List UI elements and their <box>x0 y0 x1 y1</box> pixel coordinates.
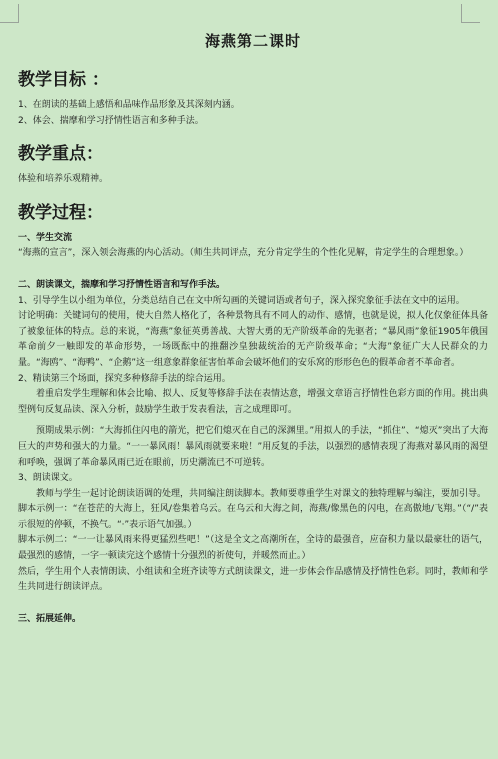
process-heading: 教学过程： <box>18 202 103 223</box>
document-body <box>18 30 488 627</box>
section-2-para-6: 3、朗读课文。 <box>18 473 78 484</box>
goals-heading: 教学目标 ： <box>18 70 109 90</box>
section-2-para-8: 脚本示例一：“在苍茫的大海上，狂风/卷集着乌云。在乌云和大海之间，海燕/像黑色的闪电，在高傲地/飞翔。”（“/”表示很短的停顿，不换气。“·”表示语气加强。） <box>18 504 488 530</box>
section-2-para-2: 讨论明确：关键词句的使用，使大自然人格化了，各种景物具有不同人的动作、感情，也就是说，拟人化仅象征体具备了被象征体的特点。总的来说，“海燕”象征英勇善战、大智大勇的无产阶级革命的先驱者；“暴风雨”象征1905年俄国革命前夕一触即发的革命形势，一场既酝中的推翻沙皇独裁统治的无产阶级革命；“大海”象征广大人民群众的力量。“海鸥”、“海鸭”、“企鹅”这一组意象群象征害怕革命会破坏他们的安乐窝的形形色色的假革命者不革命者。 <box>18 311 488 368</box>
section-3-title: 三、拓展延伸。 <box>18 613 82 624</box>
section-2-para-9: 脚本示例二：“一一让暴风雨来得更猛烈些吧！”（这是全文之高潮所在，全诗的最强音，应奋积力量以最豪壮的语气，最强烈的感情，一字一顿读完这个感情十分强烈的祈使句，并暖然而止。） <box>18 535 488 562</box>
section-2-para-1: 1、引导学生以小组为单位，分类总结自己在文中所勾画的关键词语或者句子，深入探究象征手法在文中的运用。 <box>18 295 465 306</box>
section-2-para-3: 2、精读第三个场面，探究多种修辞手法的综合运用。 <box>18 373 231 384</box>
section-2-title: 二、朗读课文，揣摩和学习抒情性语言和写作手法。 <box>18 279 226 290</box>
section-2-para-5: 预期成果示例：“大海抓住闪电的箭光，把它们熄灭在自己的深渊里。”用拟人的手法，“抓住”、“熄灭”突出了大海巨大的声势和强大的力量。“一一暴风雨！暴风雨就要来啦！”用反复的手法，以强烈的感情表现了海燕对暴风雨的渴望和呼唤，强调了革命暴风雨已近在眼前，历史潮流已不可逆转。 <box>18 426 488 468</box>
page-corner-mark-right <box>461 4 480 23</box>
goal-item-2: 2、体会、揣摩和学习抒情性语言和多种手法。 <box>18 115 204 126</box>
section-1-title: 一、学生交流 <box>18 232 73 243</box>
section-2-para-10: 然后，学生用个人表情朗读、小组读和全班齐读等方式朗读课文，进一步体会作品感情及抒情性色彩。同时，教师和学生共同进行朗读评点。 <box>18 566 488 593</box>
section-1-text: “海燕的宣言”，深入领会海燕的内心活动。（师生共同评点，充分肯定学生的个性化见解，肯定学生的合理想象。） <box>18 248 469 259</box>
focus-heading: 教学重点： <box>18 144 103 165</box>
section-2-para-4: 着重启发学生理解和体会比喻、拟人、反复等修辞手法在表情达意，增强文章语言抒情性色彩方面的作用。挑出典型例句反复品读、深入分析，鼓励学生敢于发表看法，言之成理即可。 <box>18 389 488 415</box>
page-corner-mark-left <box>0 4 19 23</box>
goal-item-1: 1、在朗读的基础上感悟和品味作品形象及其深刻内涵。 <box>18 100 240 110</box>
document-title: 海燕第二课时 <box>204 32 301 50</box>
focus-text: 体验和培养乐观精神。 <box>18 174 109 185</box>
section-2-para-7: 教师与学生一起讨论朗读语调的处理，共同编注朗读脚本。教师要尊重学生对课文的独特理解与编注，要加引导。 <box>36 488 487 499</box>
